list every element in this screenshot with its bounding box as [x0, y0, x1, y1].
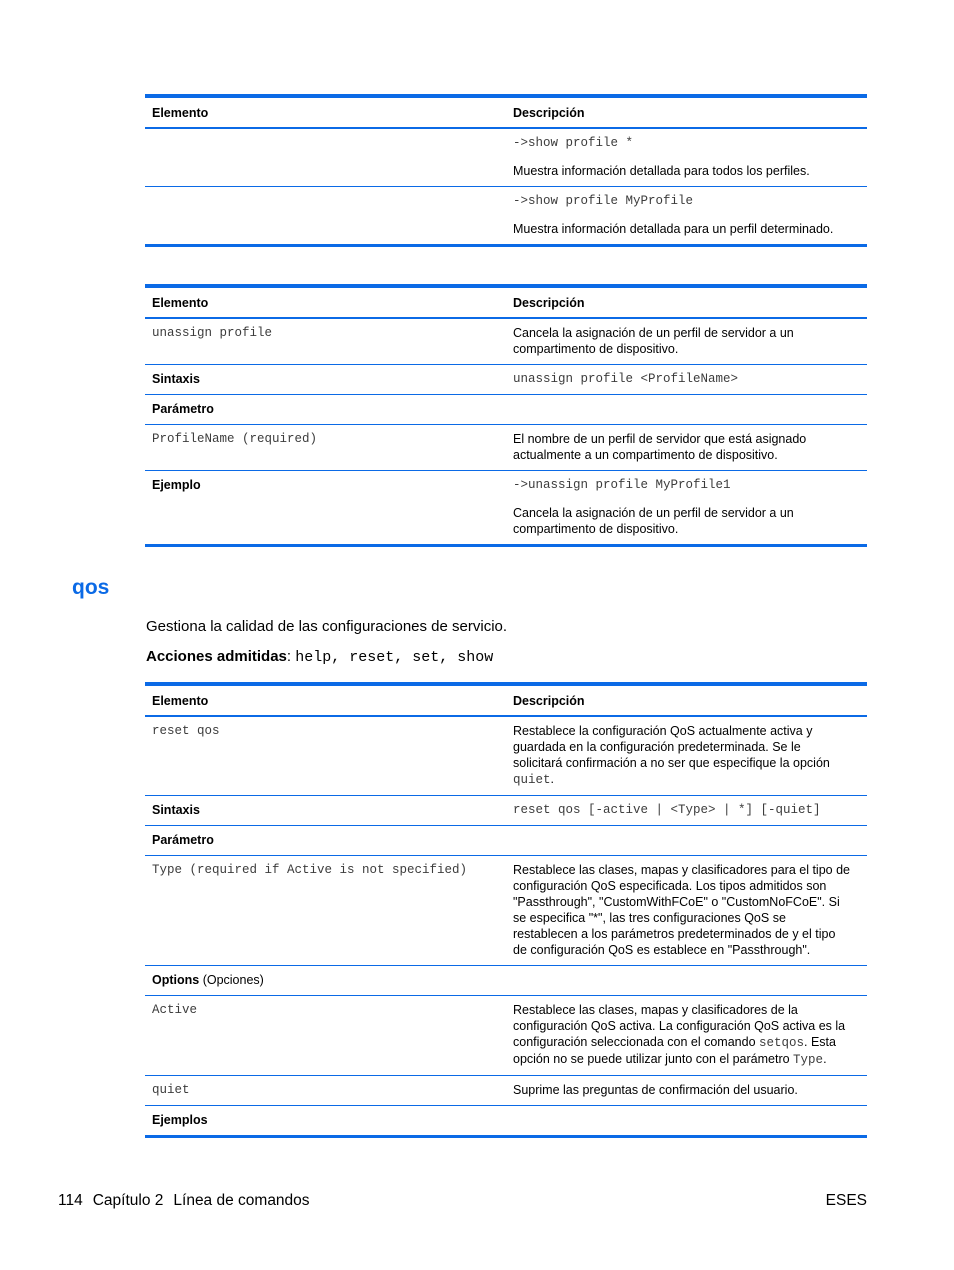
table-row: [145, 471, 867, 546]
description-text: Suprime las preguntas de confirmación del usuario.: [506, 1076, 867, 1106]
header-elemento: Elemento: [145, 286, 506, 318]
syntax-label: Sintaxis: [145, 796, 506, 826]
description-text: configuración QoS especificada. Los tipos admitidos son: [513, 879, 827, 893]
supported-actions-sep: :: [286, 648, 296, 665]
qos-table: [145, 682, 867, 1138]
description-text: configuración QoS activa. La configuración QoS activa es la: [513, 1019, 846, 1033]
description-text: compartimento de dispositivo.: [513, 342, 679, 356]
supported-actions: [146, 648, 493, 666]
table-row: [145, 1106, 867, 1137]
section-title: qos: [72, 576, 110, 599]
supported-actions-value: help, reset, set, show: [295, 649, 494, 666]
option-name: quiet: [145, 1076, 506, 1106]
header-descripcion: Descripción: [506, 684, 867, 716]
example-label: Ejemplo: [145, 471, 506, 546]
parameter-label: Parámetro: [145, 826, 506, 856]
inline-code: quiet: [513, 773, 551, 787]
description-text: Muestra información detallada para un perfil determinado.: [513, 222, 834, 236]
table-row: [145, 365, 867, 395]
description-text: restablecen a los parámetros predeterminados de y el tipo: [513, 927, 836, 941]
inline-code: Type: [793, 1053, 824, 1067]
description-text: de configuración QoS es establece en "Passthrough".: [513, 943, 811, 957]
table-row: [145, 128, 867, 187]
command-name: unassign profile: [145, 318, 506, 365]
example-command: ->show profile *: [513, 136, 634, 150]
parameter-label: Parámetro: [145, 395, 506, 425]
examples-label: Ejemplos: [145, 1106, 506, 1137]
page-number: 114: [58, 1192, 83, 1209]
table-row: Active Restablece las clases, mapas y clasificadores de la configuración QoS activa. La configuración QoS activa es la configuración seleccionada con el comando setqos. Esta opción no se puede utilizar junto con el parámetro Type.: [145, 996, 867, 1076]
unassign-profile-table: [145, 284, 867, 547]
example-command: ->unassign profile MyProfile1: [513, 478, 731, 492]
description-text: compartimento de dispositivo.: [513, 522, 679, 536]
chapter-title: Línea de comandos: [173, 1192, 310, 1209]
show-profile-table: [145, 94, 867, 247]
description-text: Cancela la asignación de un perfil de servidor a un: [513, 326, 794, 340]
table-row: [145, 966, 867, 996]
example-command: ->show profile MyProfile: [513, 194, 694, 208]
option-name: Active: [145, 996, 506, 1076]
header-descripcion: Descripción: [506, 96, 867, 128]
description-text: Restablece las clases, mapas y clasificadores de la: [513, 1003, 798, 1017]
description-text: actualmente a un compartimento de dispositivo.: [513, 448, 778, 462]
header-elemento: Elemento: [145, 684, 506, 716]
page-footer-right: ESES: [825, 1192, 867, 1209]
syntax-label: Sintaxis: [145, 365, 506, 395]
command-name: reset qos: [145, 716, 506, 796]
description-text: Muestra información detallada para todos los perfiles.: [513, 164, 810, 178]
table-row: [145, 425, 867, 471]
table-row: [145, 187, 867, 246]
page-footer-left: [58, 1192, 320, 1210]
description-text: Restablece las clases, mapas y clasificadores para el tipo de: [513, 863, 850, 877]
table-row: [145, 856, 867, 966]
syntax-value: reset qos [-active | <Type> | *] [-quiet]: [506, 796, 867, 826]
table-row: [145, 1076, 867, 1106]
description-text: se especifica "*", las tres configuraciones QoS se: [513, 911, 786, 925]
table-row: [145, 796, 867, 826]
table-row: reset qos Restablece la configuración QoS actualmente activa y guardada en la configuración predeterminada. Se le solicitará confirmación a no ser que especifique la opción quiet.: [145, 716, 867, 796]
chapter-label: Capítulo 2: [92, 1192, 164, 1209]
header-elemento: Elemento: [145, 96, 506, 128]
options-label: Options (Opciones): [145, 966, 506, 996]
description-text: "Passthrough", "CustomWithFCoE" o "CustomNoFCoE". Si: [513, 895, 840, 909]
inline-code: setqos: [759, 1036, 805, 1050]
parameter-name: Type (required if Active is not specified): [145, 856, 506, 966]
table-row: [145, 826, 867, 856]
description-text: solicitará confirmación a no ser que especifique la opción: [513, 756, 830, 770]
description-text: guardada en la configuración predeterminada. Se le: [513, 740, 801, 754]
supported-actions-label: Acciones admitidas: [146, 648, 287, 665]
parameter-name: ProfileName (required): [145, 425, 506, 471]
description-text: Restablece la configuración QoS actualmente activa y: [513, 724, 813, 738]
table-row: [145, 395, 867, 425]
table-row: [145, 318, 867, 365]
description-text: Cancela la asignación de un perfil de servidor a un: [513, 506, 794, 520]
header-descripcion: Descripción: [506, 286, 867, 318]
description-text: El nombre de un perfil de servidor que está asignado: [513, 432, 807, 446]
syntax-value: unassign profile <ProfileName>: [506, 365, 867, 395]
section-intro: Gestiona la calidad de las configuraciones de servicio.: [146, 618, 508, 635]
